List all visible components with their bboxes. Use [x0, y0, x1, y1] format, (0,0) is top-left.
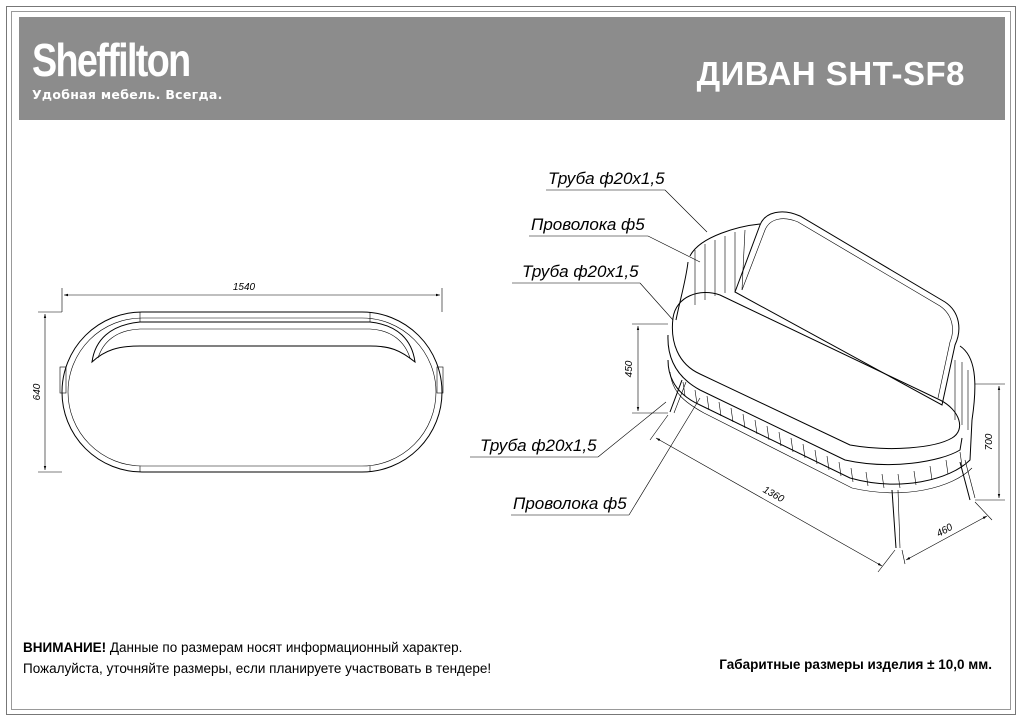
- notice-heading: ВНИМАНИЕ!: [23, 640, 107, 655]
- top-view-outer-outline: [62, 312, 442, 472]
- callout-tube-middle: Труба ф20х1,5: [522, 262, 639, 281]
- top-view-inner-outline: [68, 318, 436, 466]
- callout-wire-bottom: Проволока ф5: [513, 494, 627, 513]
- callout-wire-top: Проволока ф5: [531, 215, 645, 234]
- notice-line-2: Пожалуйста, уточняйте размеры, если планируете участвовать в тендере!: [23, 661, 492, 676]
- backrest-outline: [735, 212, 959, 405]
- disclaimer-notice: [23, 637, 491, 679]
- top-view-backrest: [92, 322, 415, 362]
- top-view-width-label: 1540: [232, 282, 256, 293]
- top-view: [32, 282, 443, 472]
- total-height-label: 700: [984, 433, 995, 451]
- leg-front-right: [892, 490, 896, 548]
- callout-tube-top: Труба ф20х1,5: [548, 169, 665, 188]
- wire-basket-rods: [683, 382, 962, 488]
- seat-cushion-front: [668, 335, 962, 465]
- depth-label: 460: [934, 521, 955, 540]
- leg-back-right: [960, 462, 970, 500]
- wire-basket: [668, 360, 972, 484]
- callout-tube-bottom: Труба ф20х1,5: [480, 436, 597, 455]
- product-title: ДИВАН SHT-SF8: [696, 55, 965, 92]
- tolerance-note: Габаритные размеры изделия ± 10,0 мм.: [719, 657, 992, 672]
- notice-line-1: Данные по размерам носят информационный характер.: [106, 640, 463, 655]
- brand-tagline: Удобная мебель. Всегда.: [32, 87, 223, 102]
- top-view-depth-label: 640: [32, 383, 43, 401]
- brand-name: Sheffilton: [32, 34, 190, 86]
- seat-height-label: 450: [624, 360, 635, 378]
- perspective-view: [470, 169, 1005, 572]
- length-label: 1360: [760, 484, 786, 506]
- seat-cushion-top: [672, 293, 959, 449]
